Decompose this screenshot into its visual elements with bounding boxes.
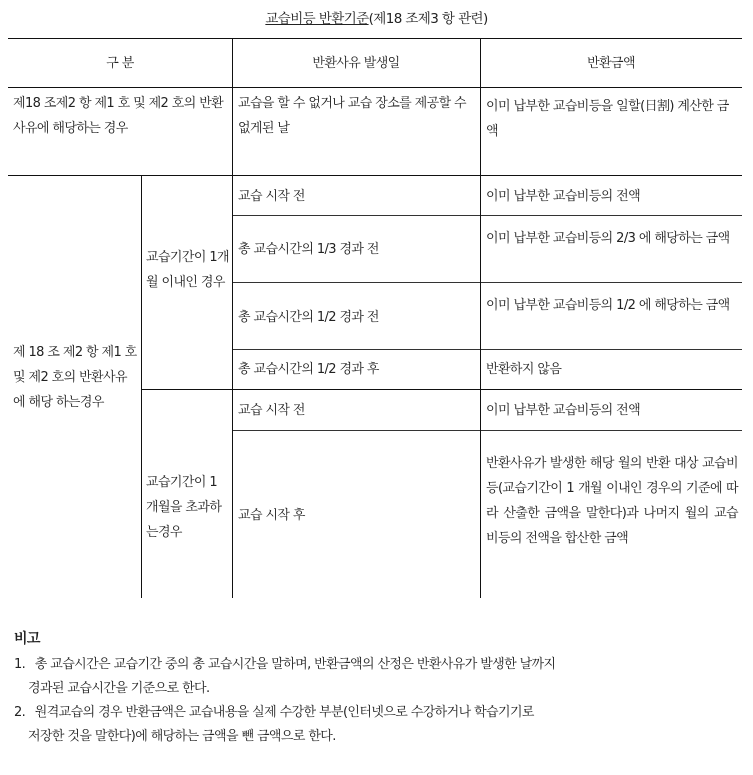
remark-text-line1: 총 교습시간은 교습기간 중의 총 교습시간을 말하며, 반환금액의 산정은 반환사유가 발생한 날까지 [34,657,556,672]
header-category: 구 분 [106,56,134,71]
row1-amount: 이미 납부한 교습비등을 일할(日割) 계산한 금액 [486,99,729,139]
period-a-row1-date: 교습 시작 전 [238,189,305,204]
row1-bottom-border [8,175,742,176]
title-suffix: (제18 조제3 항 관련) [368,11,488,27]
remark-item-continuation [14,727,734,747]
period-a-row3-amount: 이미 납부한 교습비등의 1/2 에 해당하는 금액 [486,298,730,313]
period-a-row4-amount: 반환하지 않음 [486,362,562,377]
remark-text-line1: 원격교습의 경우 반환금액은 교습내용을 실제 수강한 부분(인터넷으로 수강하거나 학습기기로 [34,705,534,720]
period-a-row3-date: 총 교습시간의 1/2 경과 전 [238,310,379,325]
header-refund-amount: 반환금액 [587,56,635,71]
header-occurrence-date: 반환사유 발생일 [312,56,400,71]
table-top-border [8,38,742,39]
period-b-label: 교습기간이 1 개월을 초과하는경우 [146,475,222,540]
remarks-title: 비고 [14,631,40,647]
col-divider-period [141,175,142,598]
row1-date: 교습을 할 수 없거나 교습 장소를 제공할 수 없게된 날 [238,96,467,136]
period-a-row4-date: 총 교습시간의 1/2 경과 후 [238,362,379,377]
document-title [0,7,753,27]
period-b-row2-amount: 반환사유가 발생한 해당 월의 반환 대상 교습비등(교습기간이 1 개월 이내인 경우의 기준에 따라 산출한 금액을 말한다)과 나머지 월의 교습비등의 전액을 합산한 금액 [486,456,738,546]
remark-item-continuation [14,679,734,699]
col-divider-amount [480,38,481,598]
row-divider [232,349,742,350]
period-a-row2-amount: 이미 납부한 교습비등의 2/3 에 해당하는 금액 [486,231,730,246]
row1-category: 제18 조제2 항 제1 호 및 제2 호의 반환사유에 해당하는 경우 [13,96,224,136]
period-a-row2-date: 총 교습시간의 1/3 경과 전 [238,242,379,257]
period-a-label: 교습기간이 1개월 이내인 경우 [146,250,229,290]
period-b-row1-date: 교습 시작 전 [238,403,305,418]
remarks-list [14,655,734,747]
row-divider [232,282,742,283]
period-b-row2-date: 교습 시작 후 [238,508,305,523]
group2-category: 제 18 조 제2 항 제1 호 및 제2 호의 반환사유에 해당 하는경우 [13,345,137,410]
header-bottom-border [8,87,742,88]
remark-text-line2: 경과된 교습시간을 기준으로 한다. [28,681,210,696]
remark-item [14,703,734,723]
col-divider-date [232,38,233,598]
period-b-row1-amount: 이미 납부한 교습비등의 전액 [486,403,641,418]
row-divider [232,430,742,431]
remark-text-line2: 저장한 것을 말한다)에 해당하는 금액을 뺀 금액으로 한다. [28,729,336,744]
title-main: 교습비등 반환기준 [265,11,369,27]
remark-item [14,655,734,675]
period-a-row1-amount: 이미 납부한 교습비등의 전액 [486,189,641,204]
row-divider [232,215,742,216]
remark-number: 1. [14,657,26,672]
remark-number: 2. [14,705,26,720]
